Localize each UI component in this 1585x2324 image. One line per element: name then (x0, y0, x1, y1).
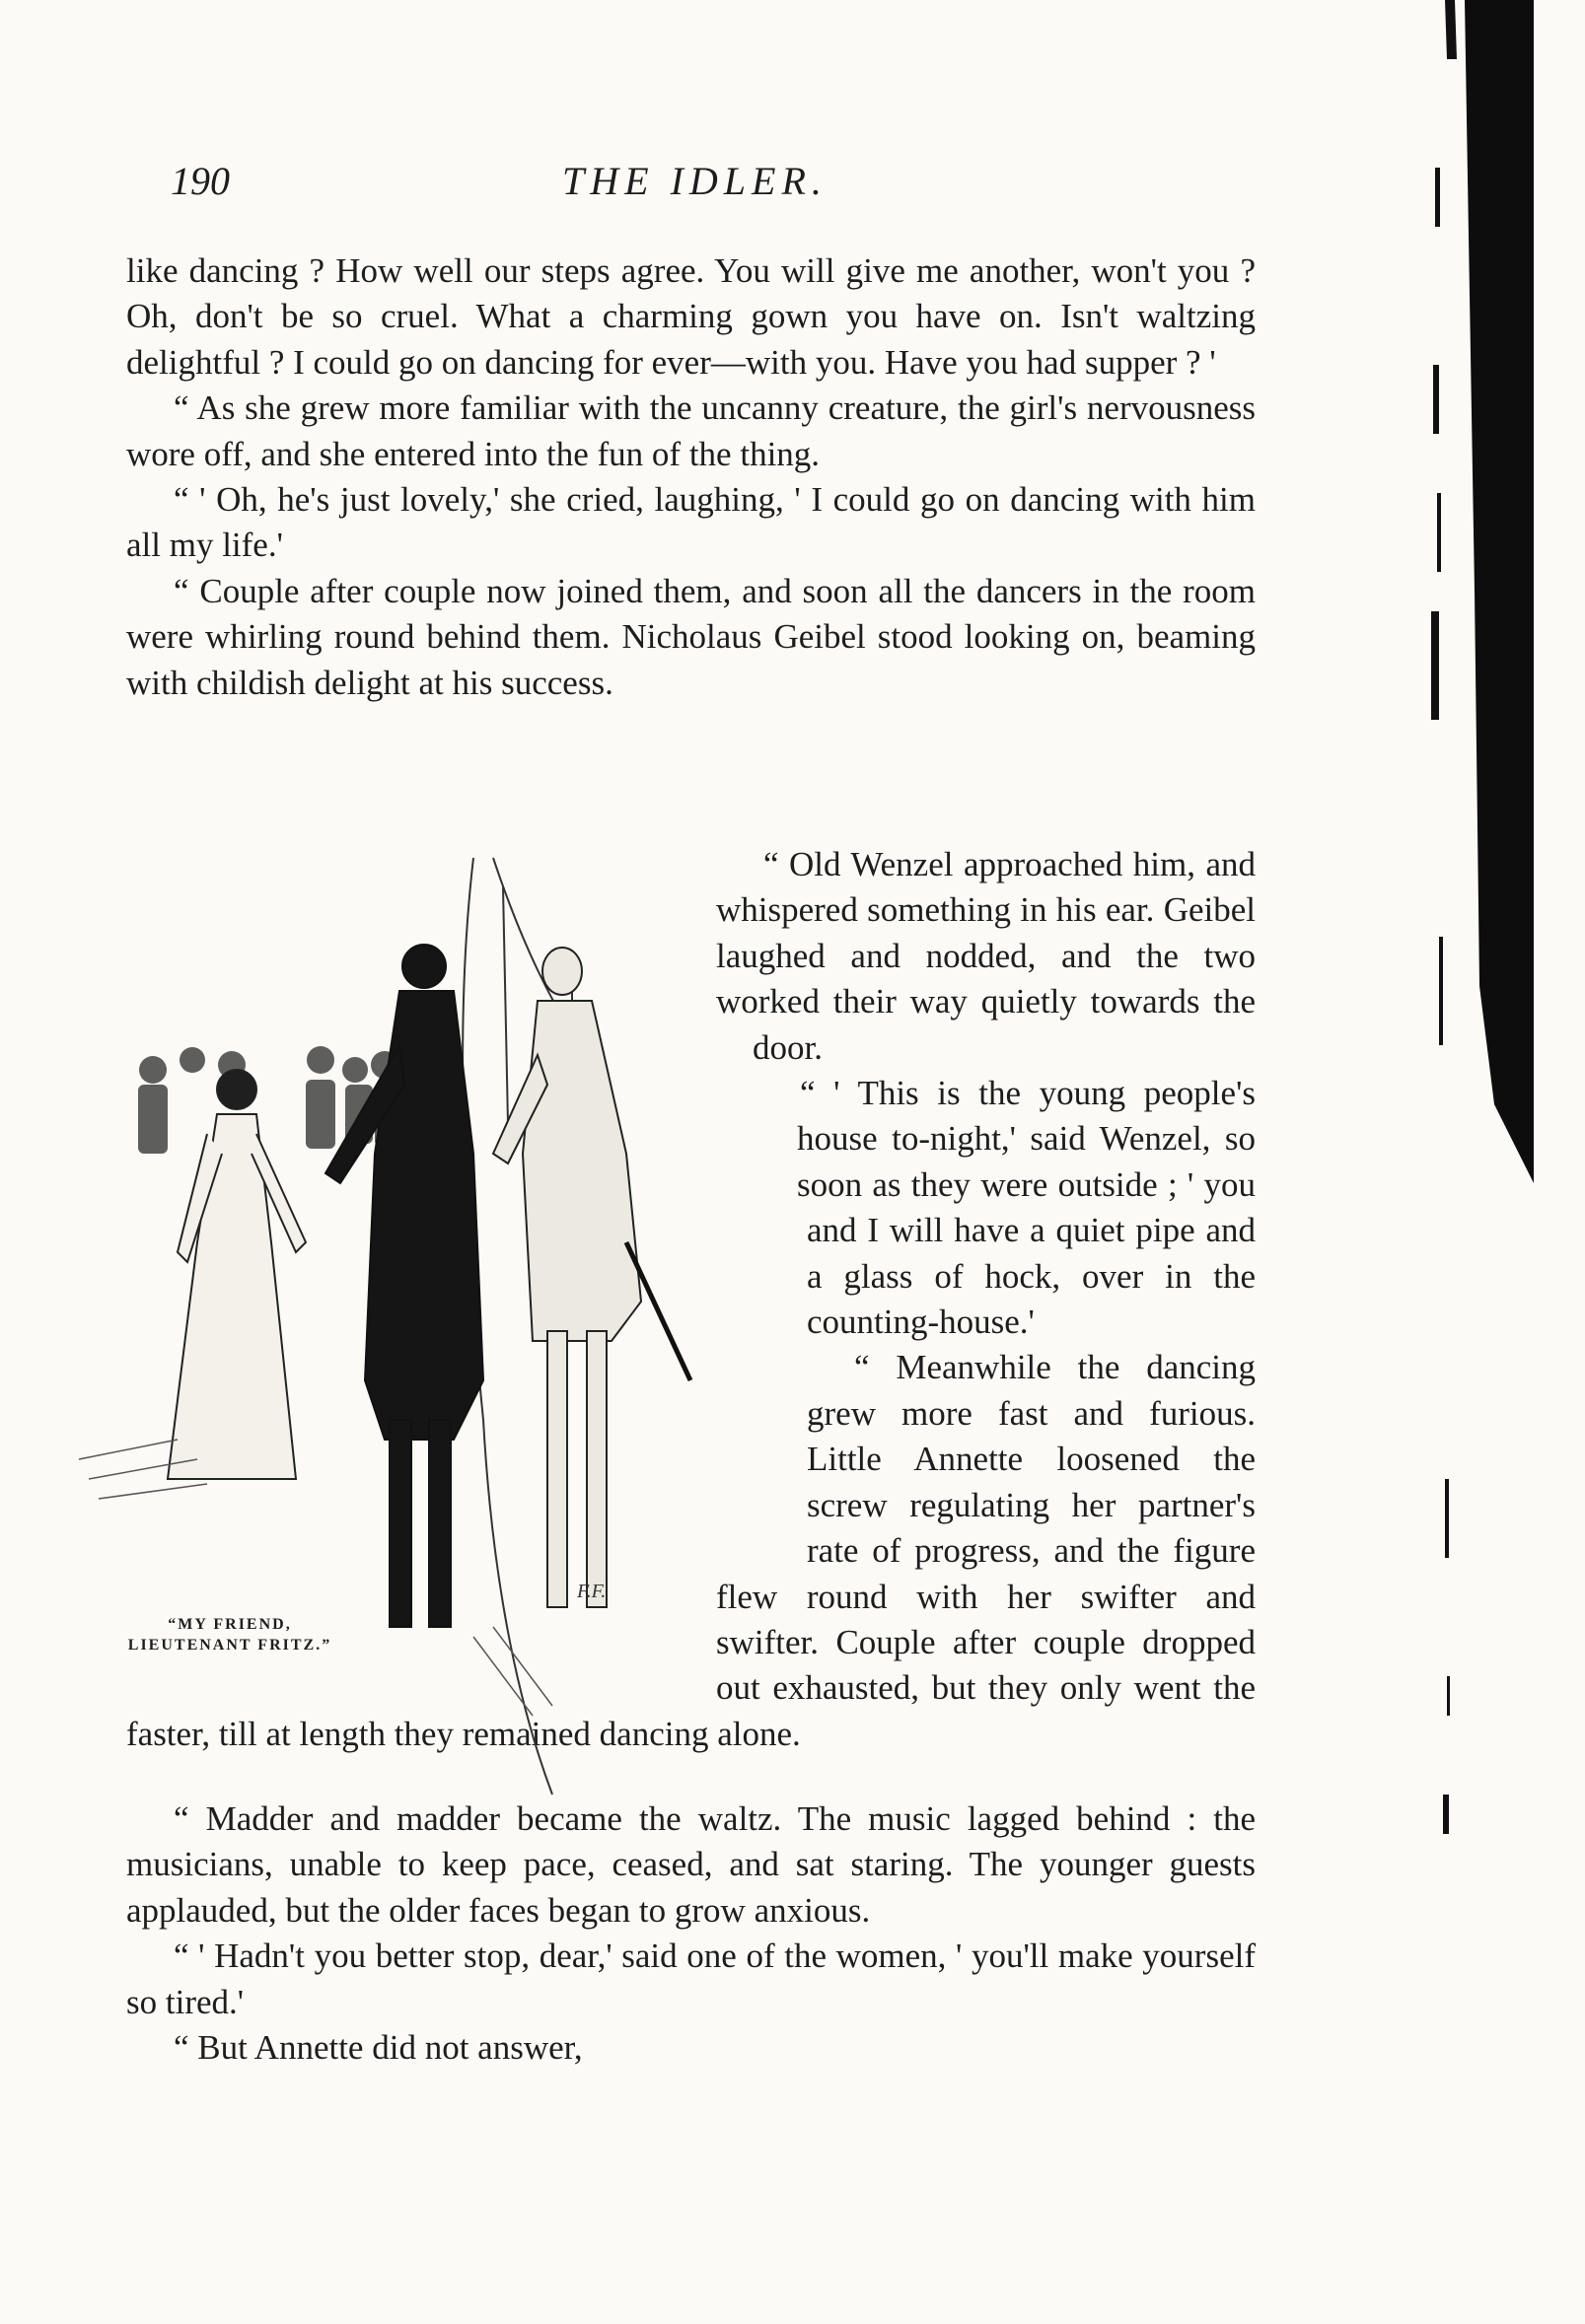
paragraph: “ Meanwhile the dancing grew more fast and furious. Little Annette loosened the screw regulating her partner's rate of progress, and the figure flew round with her swifter and swifter. Couple after couple dropped out exhausted, but they only went the faster, till at length they remained dancing alone. (126, 1348, 1256, 1753)
page-number: 190 (171, 159, 230, 203)
paragraph: “ As she grew more familiar with the uncanny creature, the girl's nervousness wore off, and she entered into the fun of the thing. (126, 388, 1256, 473)
paragraph: “ Madder and madder became the waltz. The music lagged behind : the musicians, unable to keep pace, ceased, and sat staring. The younger guests applauded, but the older faces began to grow anxious. (126, 1799, 1256, 1930)
running-head: THE IDLER. (562, 159, 828, 203)
paragraph: like dancing ? How well our steps agree. You will give me another, won't you ? Oh, don't be so cruel. What a charming gown you have on. Isn't waltzing delightful ? I could go on dancing for ever—with you. Have you had supper ? ' (126, 251, 1256, 382)
illustration (59, 828, 750, 1814)
paragraph: “ Couple after couple now joined them, and soon all the dancers in the room were whirling round behind them. Nicholaus Geibel stood looking on, beaming with childish delight at his success. (126, 571, 1256, 702)
man-dark-coat-figure (325, 945, 483, 1627)
text-block-bottom (126, 1796, 1256, 2071)
paragraph: “ ' Oh, he's just lovely,' she cried, laughing, ' I could go on dancing with him all my life.' (126, 480, 1256, 565)
lady-figure (168, 1070, 306, 1479)
paragraph: “ ' Hadn't you better stop, dear,' said one of the women, ' you'll make yourself so tired.' (126, 1937, 1256, 2021)
scan-edge-shadow (1386, 0, 1585, 2324)
floor-hatching (79, 1440, 552, 1716)
illustration-caption (87, 1614, 373, 1655)
paragraph: “ ' This is the young people's house to-night,' said Wenzel, so soon as they were outside ; ' you and I will have a quiet pipe and a glass of hock, over in the counting-house.' (797, 1074, 1256, 1342)
artist-initials: F.F. (577, 1581, 607, 1602)
paragraph: “ Old Wenzel approached him, and whispered something in his ear. Geibel laughed and nodded, and the two worked their way quietly towards the door. (716, 845, 1256, 1067)
text-block-top (126, 248, 1256, 706)
lieutenant-fritz-figure (493, 948, 690, 1607)
caption-line: LIEUTENANT FRITZ.” (127, 1637, 332, 1654)
caption-line: “MY FRIEND, (168, 1616, 292, 1633)
paragraph: “ But Annette did not answer, (174, 2028, 583, 2068)
